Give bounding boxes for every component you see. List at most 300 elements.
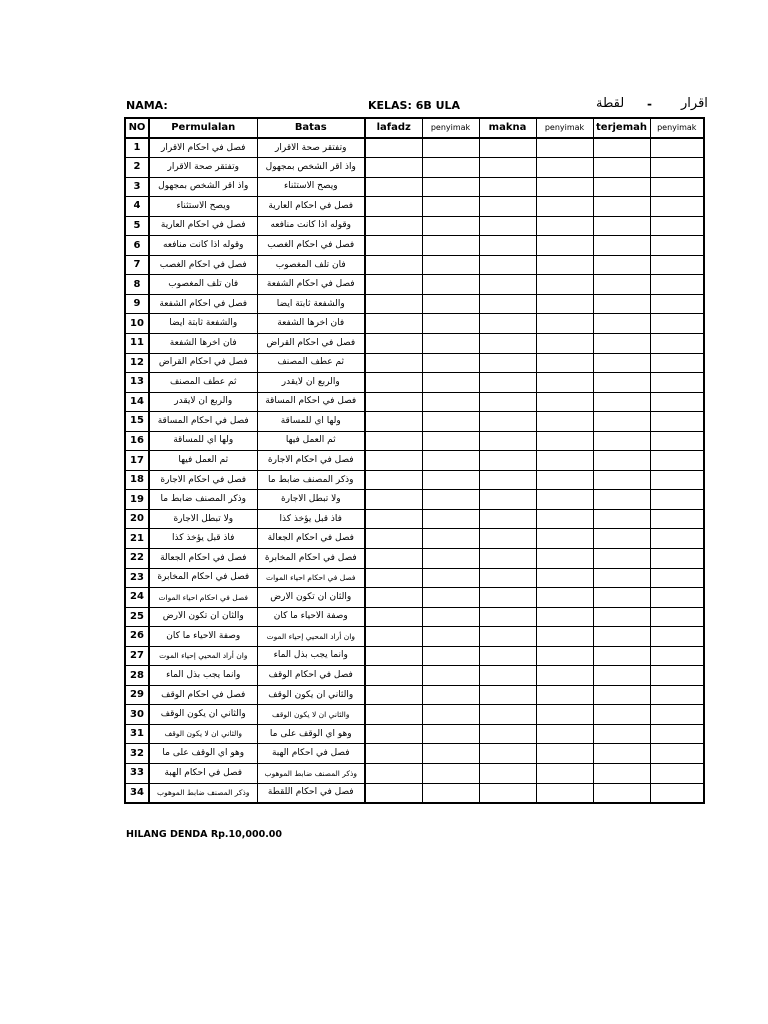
penyimak-cell[interactable] (650, 451, 704, 471)
lafadz-cell[interactable] (365, 588, 422, 608)
table-row (125, 451, 704, 471)
makna-cell[interactable] (479, 509, 536, 529)
penyimak-cell[interactable] (650, 529, 704, 549)
penyimak-cell[interactable] (650, 197, 704, 217)
penyimak-cell[interactable] (650, 177, 704, 197)
row-number: 15 (125, 412, 149, 432)
penyimak-cell[interactable] (536, 783, 593, 803)
terjemah-cell[interactable] (593, 333, 650, 353)
terjemah-cell[interactable] (593, 783, 650, 803)
lafadz-cell[interactable] (365, 158, 422, 178)
row-permulalan: فصل في احكام الغصب (149, 255, 257, 275)
terjemah-cell[interactable] (593, 177, 650, 197)
penyimak-cell[interactable] (536, 177, 593, 197)
penyimak-cell[interactable] (536, 236, 593, 256)
penyimak-cell[interactable] (536, 255, 593, 275)
penyimak-cell[interactable] (650, 646, 704, 666)
makna-cell[interactable] (479, 314, 536, 334)
penyimak-cell[interactable] (650, 255, 704, 275)
penyimak-cell[interactable] (422, 705, 479, 725)
terjemah-cell[interactable] (593, 529, 650, 549)
penyimak-cell[interactable] (650, 158, 704, 178)
penyimak-cell[interactable] (536, 392, 593, 412)
makna-cell[interactable] (479, 255, 536, 275)
lafadz-cell[interactable] (365, 627, 422, 647)
terjemah-cell[interactable] (593, 451, 650, 471)
terjemah-cell[interactable] (593, 216, 650, 236)
terjemah-cell[interactable] (593, 197, 650, 217)
penyimak-cell[interactable] (650, 509, 704, 529)
table-row (125, 373, 704, 393)
table-row (125, 607, 704, 627)
terjemah-cell[interactable] (593, 412, 650, 432)
penyimak-cell[interactable] (650, 138, 704, 158)
penyimak-cell[interactable] (650, 666, 704, 686)
row-permulalan: والثاني ان لا يكون الوقف (149, 724, 257, 744)
col-header-penyimak-3: penyimak (650, 118, 704, 138)
penyimak-cell[interactable] (536, 548, 593, 568)
terjemah-cell[interactable] (593, 509, 650, 529)
row-number: 21 (125, 529, 149, 549)
row-permulalan: وذكر المصنف ضابط ما (149, 490, 257, 510)
penyimak-cell[interactable] (536, 353, 593, 373)
penyimak-cell[interactable] (650, 333, 704, 353)
penyimak-cell[interactable] (536, 470, 593, 490)
makna-cell[interactable] (479, 588, 536, 608)
terjemah-cell[interactable] (593, 764, 650, 784)
table-row (125, 392, 704, 412)
penyimak-cell[interactable] (650, 490, 704, 510)
row-batas: ولا تبطل الاجارة (257, 490, 365, 510)
table-row (125, 529, 704, 549)
terjemah-cell[interactable] (593, 470, 650, 490)
penyimak-cell[interactable] (536, 451, 593, 471)
makna-cell[interactable] (479, 373, 536, 393)
penyimak-cell[interactable] (422, 275, 479, 295)
terjemah-cell[interactable] (593, 294, 650, 314)
row-number: 5 (125, 216, 149, 236)
makna-cell[interactable] (479, 568, 536, 588)
makna-cell[interactable] (479, 216, 536, 236)
penyimak-cell[interactable] (650, 236, 704, 256)
recitation-table (124, 117, 705, 804)
row-batas: ثم عطف المصنف (257, 353, 365, 373)
terjemah-cell[interactable] (593, 373, 650, 393)
lafadz-cell[interactable] (365, 646, 422, 666)
penyimak-cell[interactable] (536, 529, 593, 549)
lafadz-cell[interactable] (365, 724, 422, 744)
makna-cell[interactable] (479, 764, 536, 784)
makna-cell[interactable] (479, 197, 536, 217)
row-number: 19 (125, 490, 149, 510)
makna-cell[interactable] (479, 646, 536, 666)
penyimak-cell[interactable] (650, 470, 704, 490)
penyimak-cell[interactable] (536, 705, 593, 725)
penyimak-cell[interactable] (650, 548, 704, 568)
terjemah-cell[interactable] (593, 236, 650, 256)
penyimak-cell[interactable] (536, 314, 593, 334)
penyimak-cell[interactable] (422, 568, 479, 588)
row-batas: وصفة الاحياء ما كان (257, 607, 365, 627)
terjemah-cell[interactable] (593, 314, 650, 334)
row-batas: فصل في احكام الهبة (257, 744, 365, 764)
lafadz-cell[interactable] (365, 138, 422, 158)
lafadz-cell[interactable] (365, 568, 422, 588)
penyimak-cell[interactable] (650, 607, 704, 627)
penyimak-cell[interactable] (422, 685, 479, 705)
penyimak-cell[interactable] (422, 764, 479, 784)
row-batas: فصل في احكام الغصب (257, 236, 365, 256)
makna-cell[interactable] (479, 607, 536, 627)
row-permulalan: والثاني ان يكون الوقف (149, 705, 257, 725)
row-permulalan: واذ اقر الشخص بمجهول (149, 177, 257, 197)
penyimak-cell[interactable] (536, 568, 593, 588)
terjemah-cell[interactable] (593, 666, 650, 686)
penyimak-cell[interactable] (422, 197, 479, 217)
lafadz-cell[interactable] (365, 666, 422, 686)
table-row (125, 431, 704, 451)
penyimak-cell[interactable] (650, 685, 704, 705)
penyimak-cell[interactable] (650, 392, 704, 412)
penyimak-cell[interactable] (536, 509, 593, 529)
footer-fine-note: HILANG DENDA Rp.10,000.00 (126, 829, 283, 840)
makna-cell[interactable] (479, 685, 536, 705)
col-header-terjemah: terjemah (593, 118, 650, 138)
lafadz-cell[interactable] (365, 314, 422, 334)
penyimak-cell[interactable] (650, 744, 704, 764)
subject-separator: - (647, 97, 652, 111)
penyimak-cell[interactable] (536, 275, 593, 295)
lafadz-cell[interactable] (365, 275, 422, 295)
lafadz-cell[interactable] (365, 783, 422, 803)
row-permulalan: ثم عطف المصنف (149, 373, 257, 393)
makna-cell[interactable] (479, 490, 536, 510)
lafadz-cell[interactable] (365, 685, 422, 705)
row-batas: فصل في احكام الوقف (257, 666, 365, 686)
row-permulalan: وذكر المصنف ضابط الموهوب (149, 783, 257, 803)
table-row (125, 138, 704, 158)
row-permulalan: فصل في احكام الشفعة (149, 294, 257, 314)
penyimak-cell[interactable] (536, 431, 593, 451)
table-row (125, 177, 704, 197)
penyimak-cell[interactable] (536, 373, 593, 393)
row-number: 25 (125, 607, 149, 627)
terjemah-cell[interactable] (593, 138, 650, 158)
makna-cell[interactable] (479, 666, 536, 686)
makna-cell[interactable] (479, 392, 536, 412)
penyimak-cell[interactable] (650, 764, 704, 784)
penyimak-cell[interactable] (650, 275, 704, 295)
row-permulalan: والربع ان لايقدر (149, 392, 257, 412)
col-header-lafadz: lafadz (365, 118, 422, 138)
row-number: 18 (125, 470, 149, 490)
makna-cell[interactable] (479, 275, 536, 295)
kelas-label: KELAS: 6B ULA (368, 99, 461, 112)
makna-cell[interactable] (479, 705, 536, 725)
table-row (125, 588, 704, 608)
penyimak-cell[interactable] (536, 138, 593, 158)
penyimak-cell[interactable] (650, 724, 704, 744)
table-row (125, 490, 704, 510)
makna-cell[interactable] (479, 158, 536, 178)
penyimak-cell[interactable] (536, 412, 593, 432)
table-row (125, 705, 704, 725)
row-batas: فصل في احكام المساقة (257, 392, 365, 412)
makna-cell[interactable] (479, 548, 536, 568)
makna-cell[interactable] (479, 451, 536, 471)
row-number: 9 (125, 294, 149, 314)
lafadz-cell[interactable] (365, 470, 422, 490)
penyimak-cell[interactable] (650, 568, 704, 588)
row-permulalan: فصل في احكام المساقة (149, 412, 257, 432)
table-row (125, 158, 704, 178)
penyimak-cell[interactable] (422, 588, 479, 608)
col-header-batas: Batas (257, 118, 365, 138)
makna-cell[interactable] (479, 470, 536, 490)
lafadz-cell[interactable] (365, 744, 422, 764)
makna-cell[interactable] (479, 177, 536, 197)
lafadz-cell[interactable] (365, 353, 422, 373)
row-batas: واذ اقر الشخص بمجهول (257, 158, 365, 178)
terjemah-cell[interactable] (593, 275, 650, 295)
row-number: 14 (125, 392, 149, 412)
makna-cell[interactable] (479, 138, 536, 158)
makna-cell[interactable] (479, 412, 536, 432)
lafadz-cell[interactable] (365, 392, 422, 412)
terjemah-cell[interactable] (593, 685, 650, 705)
penyimak-cell[interactable] (422, 783, 479, 803)
row-number: 26 (125, 627, 149, 647)
table-row (125, 255, 704, 275)
penyimak-cell[interactable] (422, 548, 479, 568)
row-batas: والثان ان تكون الارض (257, 588, 365, 608)
penyimak-cell[interactable] (650, 314, 704, 334)
penyimak-cell[interactable] (422, 158, 479, 178)
lafadz-cell[interactable] (365, 490, 422, 510)
table-row (125, 470, 704, 490)
makna-cell[interactable] (479, 236, 536, 256)
table-row (125, 724, 704, 744)
row-number: 13 (125, 373, 149, 393)
penyimak-cell[interactable] (536, 764, 593, 784)
penyimak-cell[interactable] (536, 627, 593, 647)
terjemah-cell[interactable] (593, 705, 650, 725)
penyimak-cell[interactable] (422, 373, 479, 393)
lafadz-cell[interactable] (365, 705, 422, 725)
lafadz-cell[interactable] (365, 294, 422, 314)
row-batas: والثاني ان لا يكون الوقف (257, 705, 365, 725)
row-batas: فاذ قبل يؤخذ كذا (257, 509, 365, 529)
penyimak-cell[interactable] (536, 216, 593, 236)
penyimak-cell[interactable] (536, 158, 593, 178)
row-batas: وانما يجب بذل الماء (257, 646, 365, 666)
row-batas: فصل في احكام العارية (257, 197, 365, 217)
penyimak-cell[interactable] (650, 705, 704, 725)
penyimak-cell[interactable] (536, 646, 593, 666)
penyimak-cell[interactable] (422, 529, 479, 549)
terjemah-cell[interactable] (593, 255, 650, 275)
penyimak-cell[interactable] (422, 470, 479, 490)
lafadz-cell[interactable] (365, 764, 422, 784)
penyimak-cell[interactable] (650, 216, 704, 236)
makna-cell[interactable] (479, 783, 536, 803)
penyimak-cell[interactable] (422, 607, 479, 627)
lafadz-cell[interactable] (365, 607, 422, 627)
lafadz-cell[interactable] (365, 177, 422, 197)
penyimak-cell[interactable] (422, 451, 479, 471)
row-number: 33 (125, 764, 149, 784)
lafadz-cell[interactable] (365, 255, 422, 275)
penyimak-cell[interactable] (650, 373, 704, 393)
penyimak-cell[interactable] (536, 197, 593, 217)
makna-cell[interactable] (479, 333, 536, 353)
penyimak-cell[interactable] (422, 490, 479, 510)
table-row (125, 333, 704, 353)
penyimak-cell[interactable] (536, 588, 593, 608)
penyimak-cell[interactable] (650, 294, 704, 314)
penyimak-cell[interactable] (422, 724, 479, 744)
row-permulalan: وان أراد المحيي إحياء الموت (149, 646, 257, 666)
row-batas: فصل في احكام الشفعة (257, 275, 365, 295)
penyimak-cell[interactable] (536, 294, 593, 314)
table-row (125, 275, 704, 295)
row-batas: وان أراد المحيي إحياء الموت (257, 627, 365, 647)
lafadz-cell[interactable] (365, 197, 422, 217)
penyimak-cell[interactable] (422, 744, 479, 764)
col-header-no: NO (125, 118, 149, 138)
row-number: 16 (125, 431, 149, 451)
row-number: 10 (125, 314, 149, 334)
penyimak-cell[interactable] (422, 236, 479, 256)
terjemah-cell[interactable] (593, 431, 650, 451)
penyimak-cell[interactable] (422, 138, 479, 158)
penyimak-cell[interactable] (650, 353, 704, 373)
row-number: 32 (125, 744, 149, 764)
penyimak-cell[interactable] (536, 490, 593, 510)
terjemah-cell[interactable] (593, 646, 650, 666)
lafadz-cell[interactable] (365, 216, 422, 236)
row-permulalan: فصل في احكام العارية (149, 216, 257, 236)
penyimak-cell[interactable] (422, 294, 479, 314)
penyimak-cell[interactable] (422, 627, 479, 647)
penyimak-cell[interactable] (536, 744, 593, 764)
makna-cell[interactable] (479, 529, 536, 549)
penyimak-cell[interactable] (422, 216, 479, 236)
terjemah-cell[interactable] (593, 392, 650, 412)
terjemah-cell[interactable] (593, 490, 650, 510)
lafadz-cell[interactable] (365, 236, 422, 256)
lafadz-cell[interactable] (365, 451, 422, 471)
row-permulalan: وصفة الاحياء ما كان (149, 627, 257, 647)
lafadz-cell[interactable] (365, 529, 422, 549)
penyimak-cell[interactable] (422, 333, 479, 353)
table-row (125, 548, 704, 568)
penyimak-cell[interactable] (650, 412, 704, 432)
terjemah-cell[interactable] (593, 353, 650, 373)
makna-cell[interactable] (479, 294, 536, 314)
penyimak-cell[interactable] (422, 392, 479, 412)
row-number: 31 (125, 724, 149, 744)
lafadz-cell[interactable] (365, 412, 422, 432)
row-permulalan: وقوله اذا كانت منافعه (149, 236, 257, 256)
penyimak-cell[interactable] (536, 685, 593, 705)
penyimak-cell[interactable] (536, 333, 593, 353)
penyimak-cell[interactable] (536, 666, 593, 686)
row-batas: فصل في احكام اللقطة (257, 783, 365, 803)
row-number: 29 (125, 685, 149, 705)
row-number: 3 (125, 177, 149, 197)
lafadz-cell[interactable] (365, 333, 422, 353)
table-row (125, 783, 704, 803)
penyimak-cell[interactable] (422, 509, 479, 529)
table-row (125, 744, 704, 764)
row-permulalan: فصل في احكام القراض (149, 353, 257, 373)
row-permulalan: فصل في احكام الوقف (149, 685, 257, 705)
makna-cell[interactable] (479, 744, 536, 764)
penyimak-cell[interactable] (422, 431, 479, 451)
penyimak-cell[interactable] (422, 314, 479, 334)
terjemah-cell[interactable] (593, 548, 650, 568)
makna-cell[interactable] (479, 724, 536, 744)
terjemah-cell[interactable] (593, 158, 650, 178)
makna-cell[interactable] (479, 353, 536, 373)
penyimak-cell[interactable] (422, 666, 479, 686)
penyimak-cell[interactable] (536, 607, 593, 627)
row-batas: والربع ان لايقدر (257, 373, 365, 393)
lafadz-cell[interactable] (365, 431, 422, 451)
row-number: 12 (125, 353, 149, 373)
lafadz-cell[interactable] (365, 548, 422, 568)
row-batas: وتفتقر صحة الاقرار (257, 138, 365, 158)
terjemah-cell[interactable] (593, 744, 650, 764)
terjemah-cell[interactable] (593, 627, 650, 647)
row-permulalan: ولها اي للمساقة (149, 431, 257, 451)
makna-cell[interactable] (479, 431, 536, 451)
penyimak-cell[interactable] (422, 255, 479, 275)
terjemah-cell[interactable] (593, 588, 650, 608)
row-batas: وذكر المصنف ضابط الموهوب (257, 764, 365, 784)
penyimak-cell[interactable] (650, 588, 704, 608)
penyimak-cell[interactable] (650, 627, 704, 647)
penyimak-cell[interactable] (650, 783, 704, 803)
row-batas: ثم العمل فيها (257, 431, 365, 451)
row-permulalan: فصل في احكام الجعالة (149, 548, 257, 568)
penyimak-cell[interactable] (422, 646, 479, 666)
col-header-makna: makna (479, 118, 536, 138)
table-row (125, 353, 704, 373)
subject-arabic-left: لقطة (596, 96, 625, 111)
penyimak-cell[interactable] (650, 431, 704, 451)
penyimak-cell[interactable] (536, 724, 593, 744)
penyimak-cell[interactable] (422, 177, 479, 197)
table-row (125, 216, 704, 236)
row-permulalan: وانما يجب بذل الماء (149, 666, 257, 686)
terjemah-cell[interactable] (593, 724, 650, 744)
row-number: 7 (125, 255, 149, 275)
row-batas: فصل في احكام الاجارة (257, 451, 365, 471)
penyimak-cell[interactable] (422, 412, 479, 432)
row-batas: فصل في احكام الجعالة (257, 529, 365, 549)
lafadz-cell[interactable] (365, 509, 422, 529)
row-batas: وذكر المصنف ضابط ما (257, 470, 365, 490)
terjemah-cell[interactable] (593, 568, 650, 588)
makna-cell[interactable] (479, 627, 536, 647)
lafadz-cell[interactable] (365, 373, 422, 393)
penyimak-cell[interactable] (422, 353, 479, 373)
terjemah-cell[interactable] (593, 607, 650, 627)
row-number: 8 (125, 275, 149, 295)
table-row (125, 764, 704, 784)
